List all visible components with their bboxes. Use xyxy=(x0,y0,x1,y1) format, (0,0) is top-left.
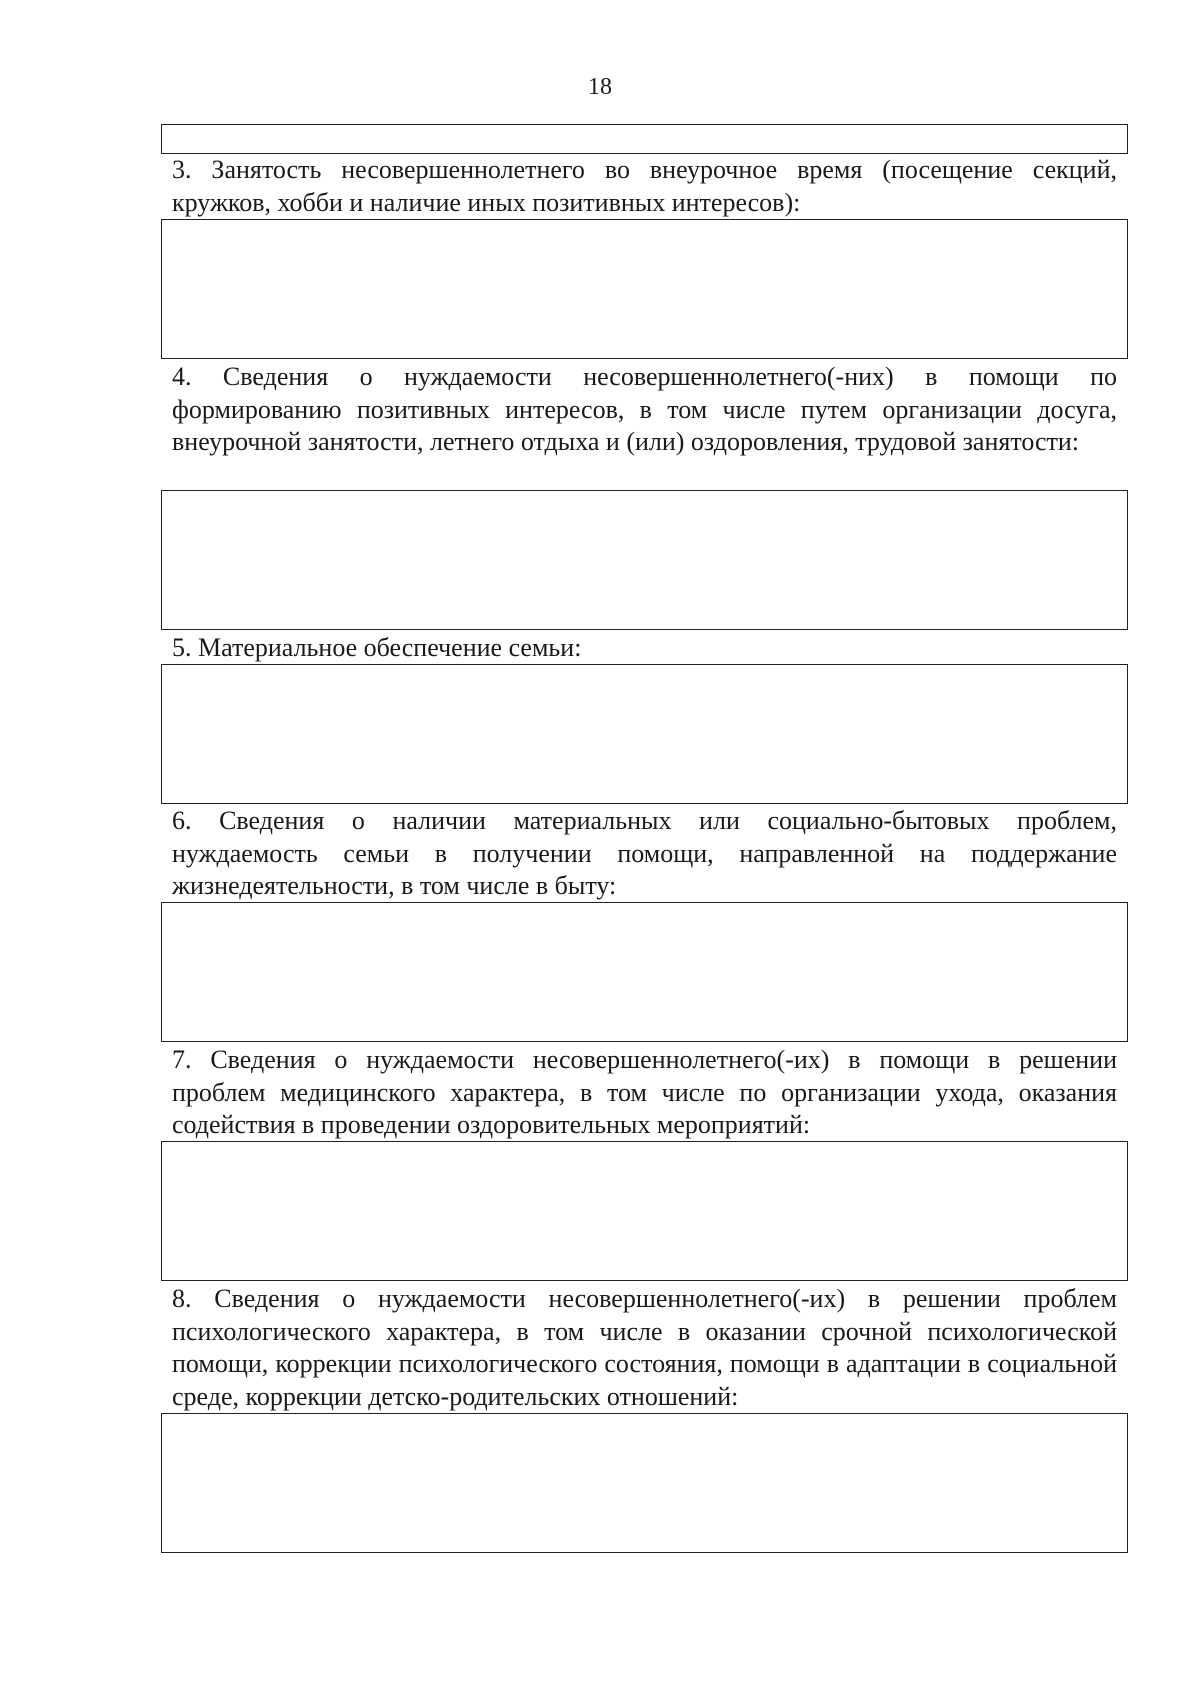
question-8: 8. Сведения о нуждаемости несовершеннолетнего(-их) в решении проблем психологического характера, в том числе в оказании срочной психологической помощи, коррекции психологического состояния, помощи в адаптации в социальной среде, коррекции детско-родительских отношений: xyxy=(172,1284,1117,1411)
answer-box-5[interactable] xyxy=(161,664,1128,804)
answer-box-4[interactable] xyxy=(161,490,1128,630)
page-number: 18 xyxy=(588,74,612,100)
question-7: 7. Сведения о нуждаемости несовершеннолетнего(-их) в помощи в решении проблем медицинского характера, в том числе по организации ухода, оказания содействия в проведении оздоровительных мероприятий: xyxy=(172,1045,1117,1139)
answer-box-2[interactable] xyxy=(161,124,1128,154)
question-5: 5. Материальное обеспечение семьи: xyxy=(172,633,582,662)
answer-box-6[interactable] xyxy=(161,902,1128,1042)
question-6: 6. Сведения о наличии материальных или социально-бытовых проблем, нуждаемость семьи в получении помощи, направленной на поддержание жизнедеятельности, в том числе в быту: xyxy=(172,806,1117,900)
answer-box-7[interactable] xyxy=(161,1141,1128,1281)
question-4: 4. Сведения о нуждаемости несовершеннолетнего(-них) в помощи по формированию позитивных интересов, в том числе путем организации досуга, внеурочной занятости, летнего отдыха и (или) оздоровления, трудовой занятости: xyxy=(172,362,1117,456)
question-3: 3. Занятость несовершеннолетнего во внеурочное время (посещение секций, кружков, хобби и наличие иных позитивных интересов): xyxy=(172,155,1117,217)
answer-box-8[interactable] xyxy=(161,1413,1128,1553)
answer-box-3[interactable] xyxy=(161,219,1128,359)
